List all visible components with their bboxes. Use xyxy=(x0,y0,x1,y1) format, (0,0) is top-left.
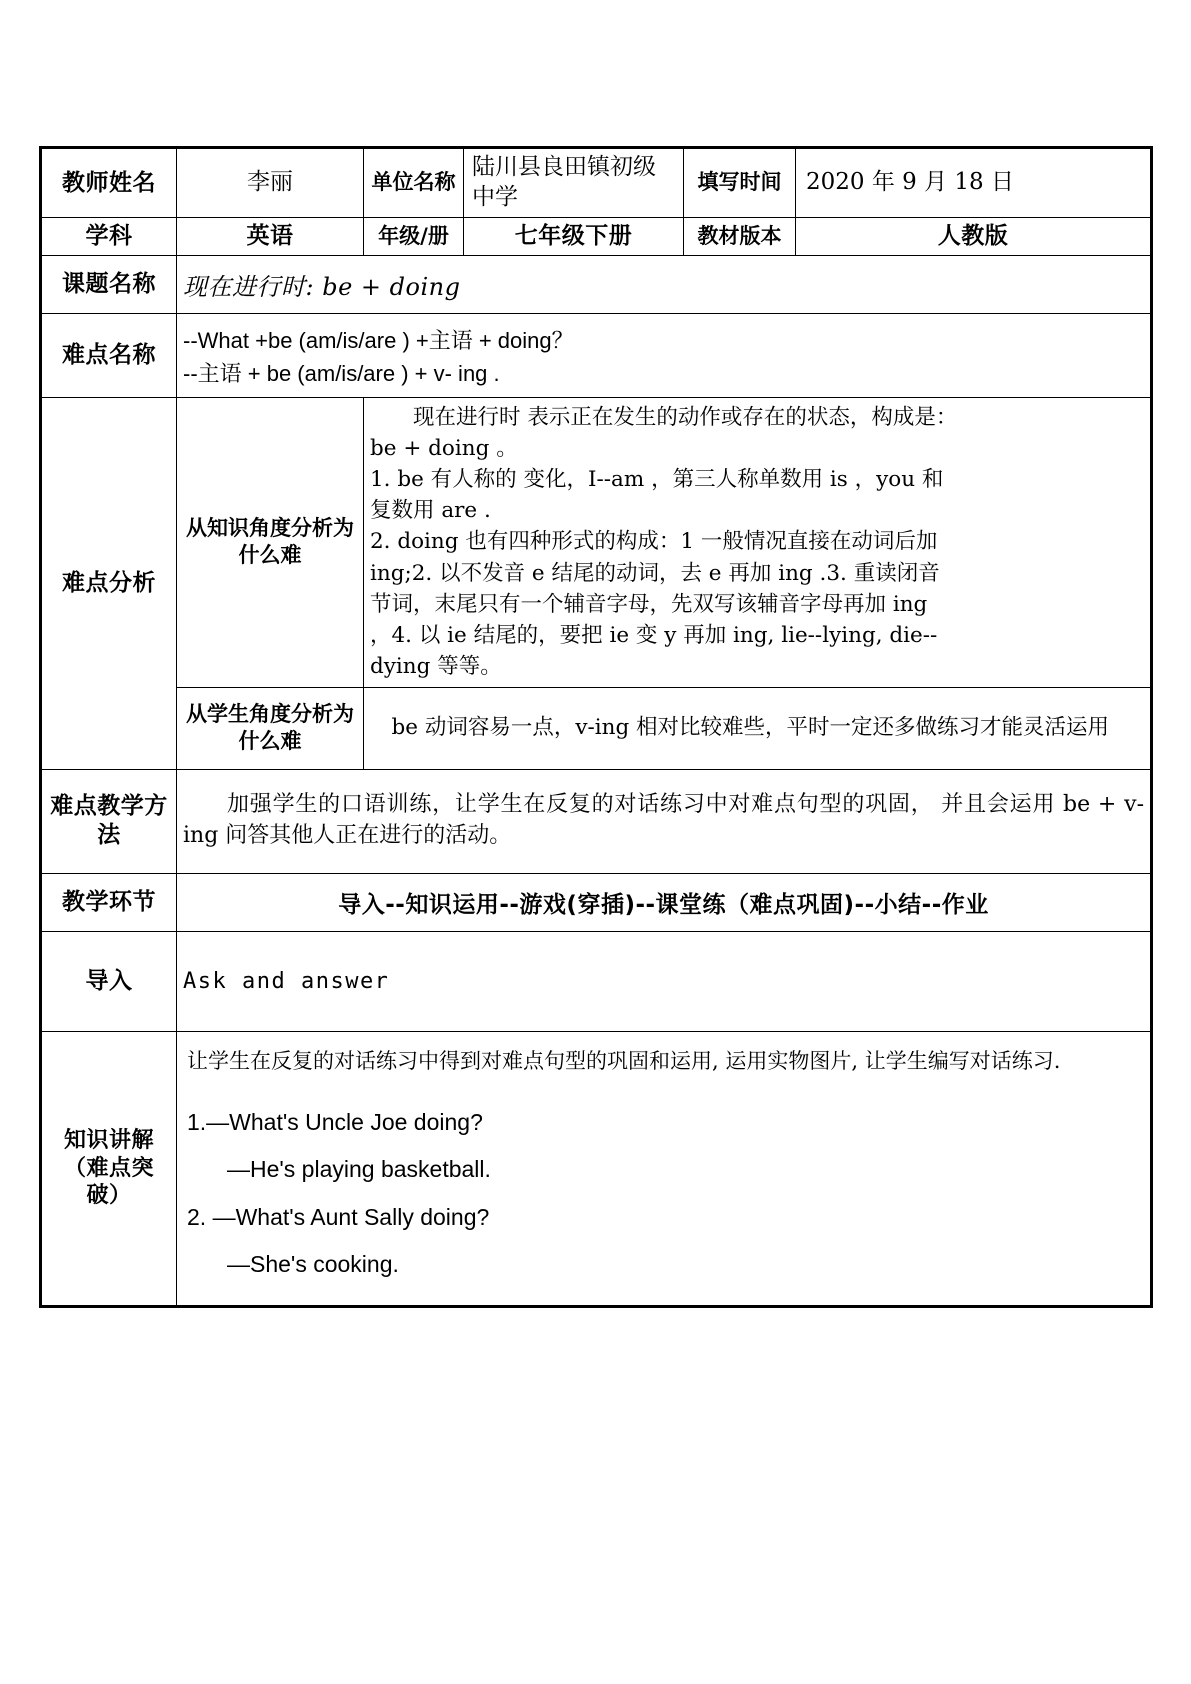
difficulty-name-label: 难点名称 xyxy=(42,313,177,397)
fill-date-label: 填写时间 xyxy=(684,149,796,218)
table-row-knowledge-explanation xyxy=(42,1031,1151,1306)
table-row-stages xyxy=(42,873,1151,931)
table-row-leadin xyxy=(42,931,1151,1031)
knowledge-angle-line: dying 等等。 xyxy=(370,654,502,680)
teaching-method-text: 加强学生的口语训练，让学生在反复的对话练习中对难点句型的巩固， 并且会运用 be + v-ing 问答其他人正在进行的活动。 xyxy=(177,769,1151,873)
dialogue-line: 1.—What's Uncle Joe doing? xyxy=(187,1108,483,1135)
knowledge-angle-line: 节词，末尾只有一个辅音字母，先双写该辅音字母再加 ing xyxy=(370,591,928,617)
knowledge-explanation-label xyxy=(42,1031,177,1306)
difficulty-pattern-question: --What +be (am/is/are ) +主语 + doing？ xyxy=(183,328,574,354)
knowledge-angle-line: be + doing 。 xyxy=(370,435,518,461)
fill-date-value: 2020 年 9 月 18 日 xyxy=(796,149,1151,218)
knowledge-angle-line: 现在进行时 表示正在发生的动作或存在的状态，构成是： xyxy=(413,404,958,430)
topic-value: 现在进行时: be + doing xyxy=(177,255,1151,313)
student-angle-text: be 动词容易一点，v-ing 相对比较难些，平时一定还多做练习才能灵活运用 xyxy=(364,687,1151,769)
teacher-name-label: 教师姓名 xyxy=(42,149,177,218)
dialogue-line: —She's cooking. xyxy=(227,1250,399,1277)
table-row-teacher xyxy=(42,149,1151,218)
knowledge-explanation-intro: 让学生在反复的对话练习中得到对难点句型的巩固和运用, 运用实物图片, 让学生编写对话练习. xyxy=(187,1048,1061,1073)
textbook-version-label: 教材版本 xyxy=(684,217,796,255)
knowledge-angle-line: ，4. 以 ie 结尾的，要把 ie 变 y 再加 ing, lie--lying, die-- xyxy=(370,622,938,648)
knowledge-explanation-label-sub: （难点突破） xyxy=(63,1155,154,1209)
student-angle-label: 从学生角度分析为什么难 xyxy=(177,687,364,769)
knowledge-explanation-label-main: 知识讲解 xyxy=(63,1128,154,1154)
lesson-plan-table xyxy=(41,148,1151,1306)
knowledge-angle-line: 1. be 有人称的 变化，I--am ，第三人称单数用 is ，you 和 xyxy=(370,467,944,493)
textbook-version-value: 人教版 xyxy=(796,217,1151,255)
knowledge-angle-text xyxy=(364,397,1151,687)
knowledge-angle-label: 从知识角度分析为什么难 xyxy=(177,397,364,687)
table-row-analysis-student xyxy=(42,687,1151,769)
table-row-teaching-method xyxy=(42,769,1151,873)
unit-name-label: 单位名称 xyxy=(364,149,464,218)
dialogue-line: —He's playing basketball. xyxy=(227,1156,491,1183)
knowledge-angle-line: 2. doing 也有四种形式的构成：1 一般情况直接在动词后加 xyxy=(370,529,938,555)
teaching-method-label: 难点教学方法 xyxy=(42,769,177,873)
knowledge-angle-line: 复数用 are . xyxy=(370,498,491,524)
subject-label: 学科 xyxy=(42,217,177,255)
knowledge-explanation-label-text xyxy=(48,1127,170,1210)
grade-value: 七年级下册 xyxy=(464,217,684,255)
knowledge-angle-paragraph xyxy=(370,402,1144,683)
difficulty-pattern-answer: --主语 + be (am/is/are ) + v- ing . xyxy=(183,361,500,387)
topic-label: 课题名称 xyxy=(42,255,177,313)
difficulty-analysis-label: 难点分析 xyxy=(42,397,177,769)
teaching-stages-label: 教学环节 xyxy=(42,873,177,931)
leadin-value: Ask and answer xyxy=(177,931,1151,1031)
dialogue-list xyxy=(187,1110,1140,1277)
table-row-analysis-knowledge xyxy=(42,397,1151,687)
leadin-label: 导入 xyxy=(42,931,177,1031)
teaching-stages-value: 导入--知识运用--游戏(穿插)--课堂练（难点巩固)--小结--作业 xyxy=(177,873,1151,931)
knowledge-angle-line: ing;2. 以不发音 e 结尾的动词，去 e 再加 ing .3. 重读闭音 xyxy=(370,560,940,586)
table-row-difficulty-name xyxy=(42,313,1151,397)
grade-label: 年级/册 xyxy=(364,217,464,255)
subject-value: 英语 xyxy=(177,217,364,255)
table-row-subject xyxy=(42,217,1151,255)
unit-name-value: 陆川县良田镇初级中学 xyxy=(464,149,684,218)
table-row-topic xyxy=(42,255,1151,313)
knowledge-explanation-body xyxy=(177,1031,1151,1306)
teacher-name-value: 李丽 xyxy=(177,149,364,218)
dialogue-line: 2. —What's Aunt Sally doing? xyxy=(187,1203,490,1230)
difficulty-name-value xyxy=(177,313,1151,397)
